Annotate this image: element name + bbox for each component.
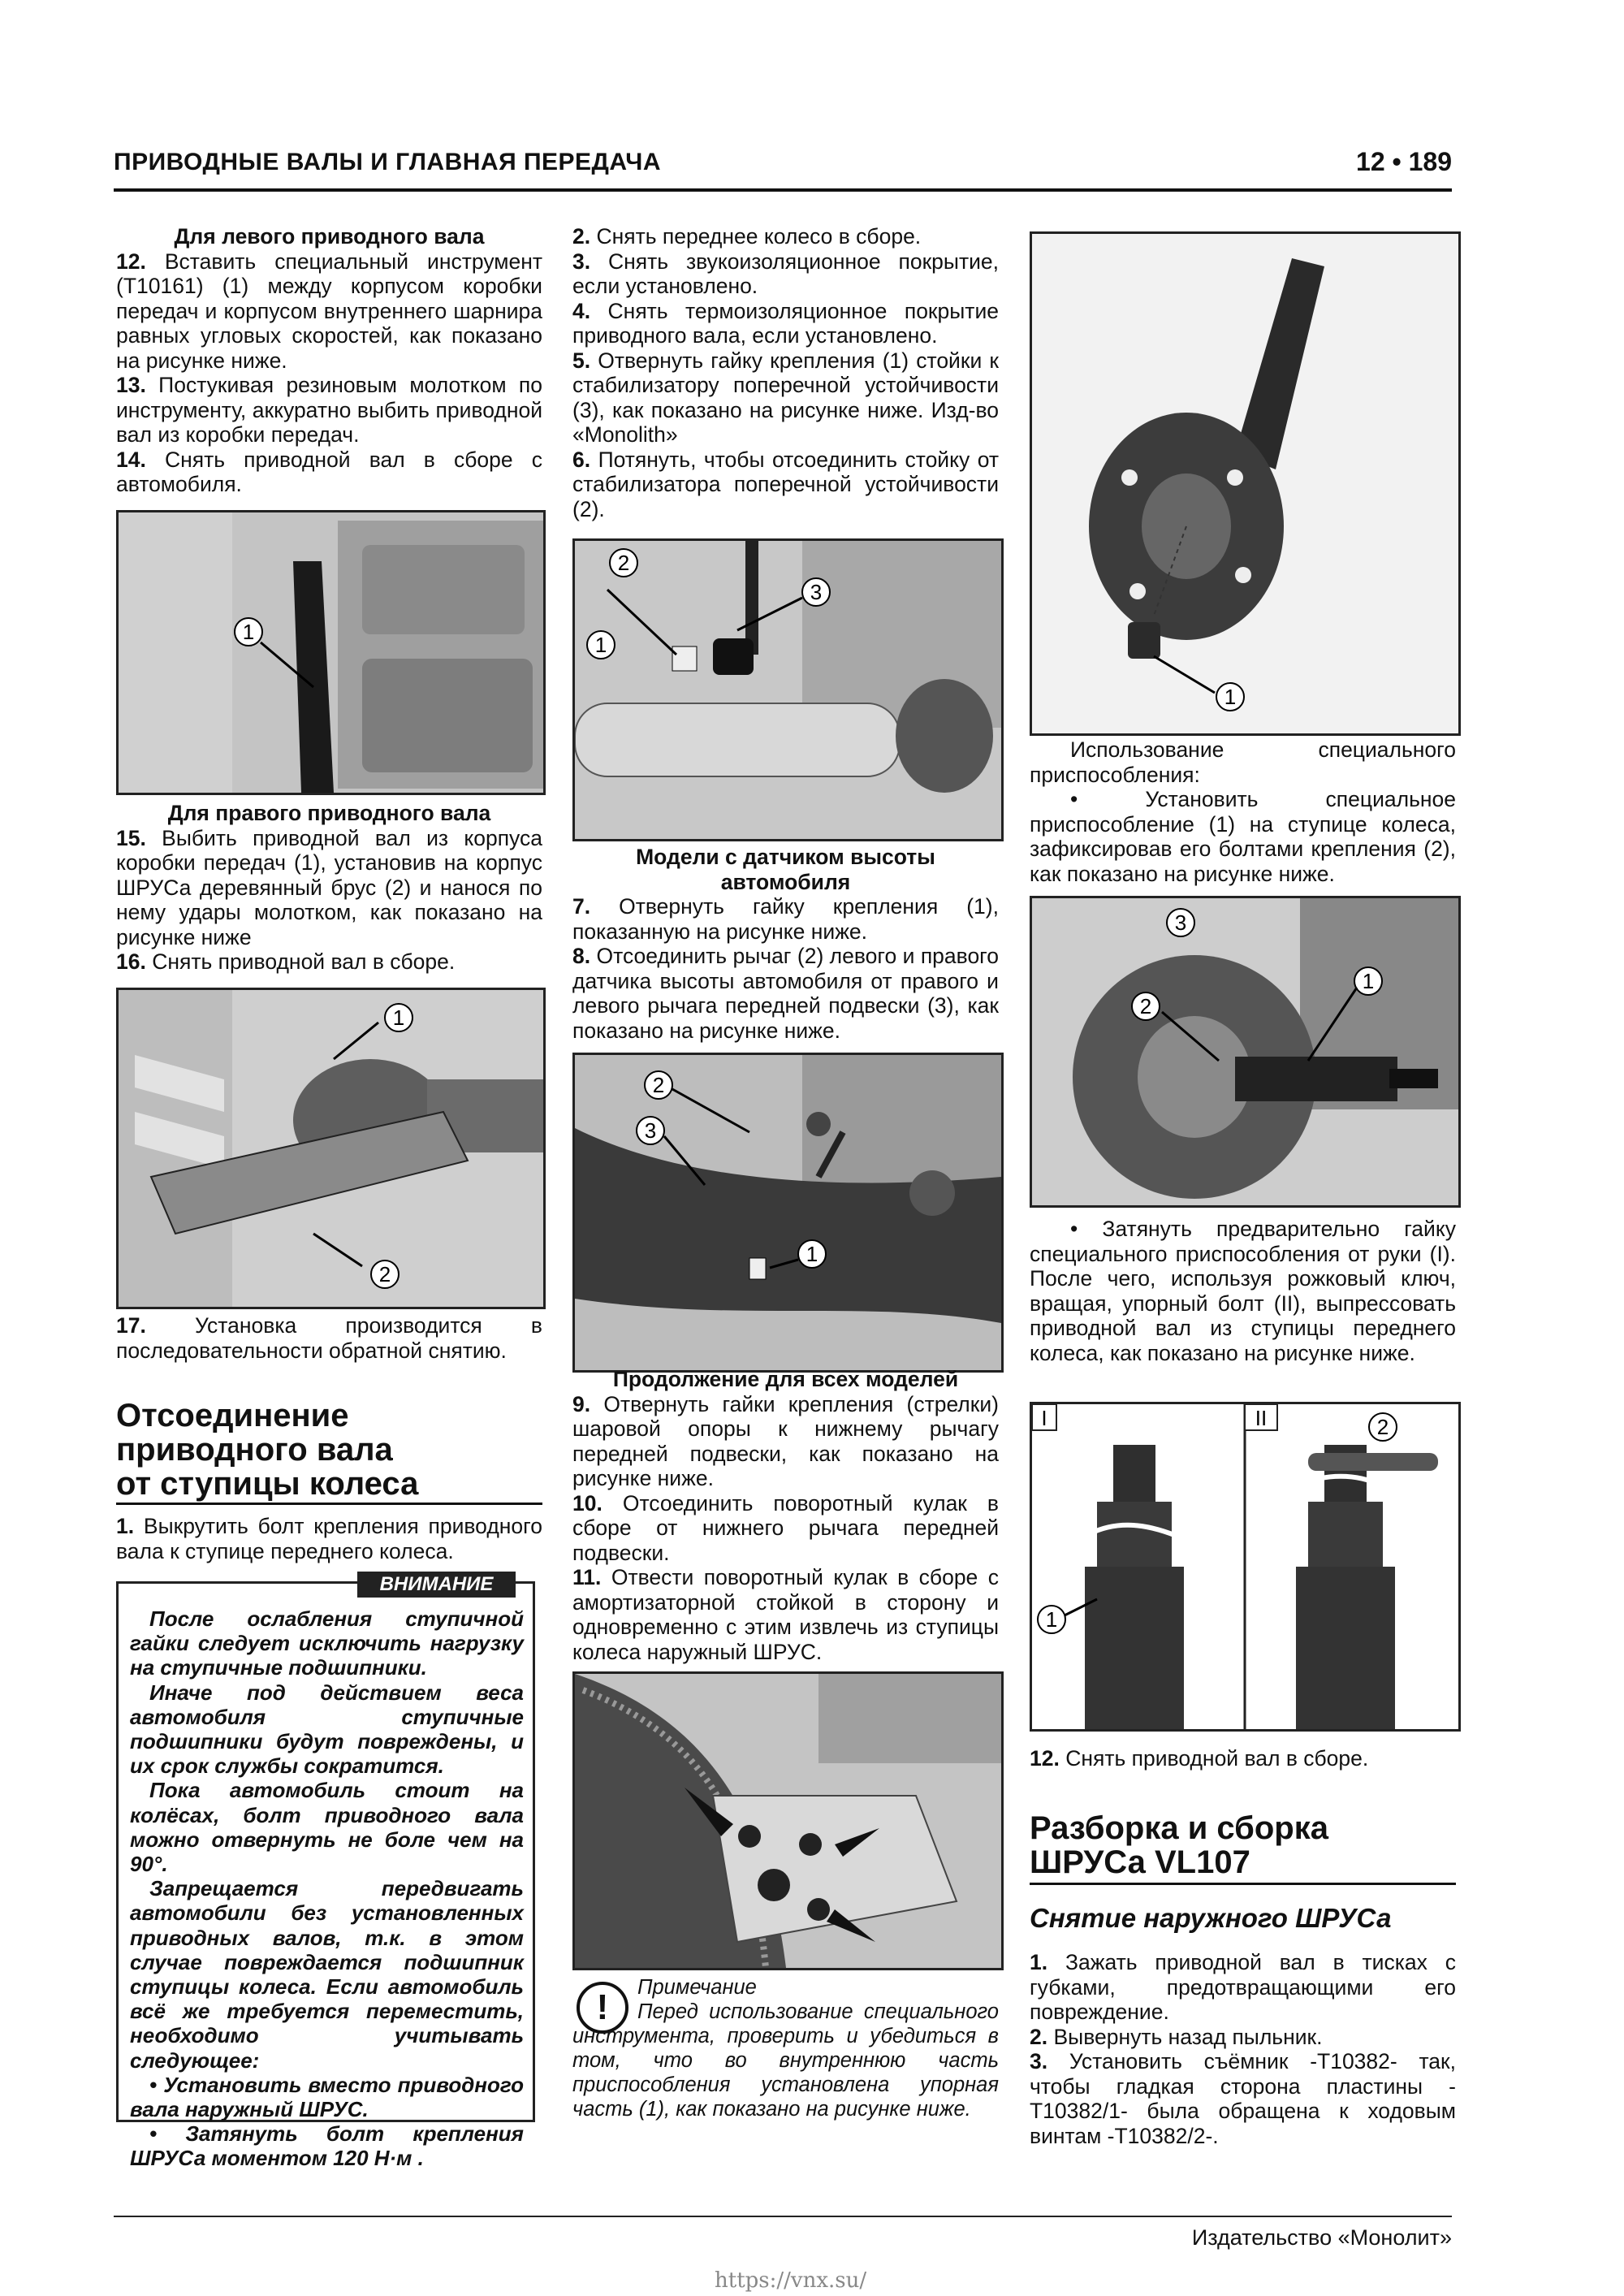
step-9: 9. Отвернуть гайки крепления (стрелки) шаровой опоры к нижнему рычагу передней подвески, как показано на рисунке ниже. xyxy=(572,1391,999,1490)
step-1-joint: 1. Зажать приводной вал в тисках с губками, предотвращающими его повреждение. xyxy=(1030,1950,1456,2024)
step-12-hub: 12. Снять приводной вал в сборе. xyxy=(1030,1746,1369,1771)
note-exclamation-icon: ! xyxy=(577,1982,628,2034)
section-title-hub: Отсоединение приводного вала от ступицы колеса xyxy=(116,1398,419,1502)
figure-tool-steps xyxy=(1030,1402,1461,1732)
figure-stabilizer-link xyxy=(572,538,1004,841)
step-4: 4. Снять термоизоляционное покрытие приводного вала, если установлено. xyxy=(572,298,999,348)
step-1-hub: 1. Выкрутить болт крепления приводного вала к ступице переднего колеса. xyxy=(116,1514,542,1563)
tool-usage-intro: Использование специального приспособления: xyxy=(1030,737,1456,787)
col1-step17 xyxy=(116,1313,542,1363)
step-8: 8. Отсоединить рычаг (2) левого и правого датчика высоты автомобиля от правого и левого рычага передней подвески (3), как показано на рисунке ниже. xyxy=(572,944,999,1043)
subheading-all-models: Продолжение для всех моделей xyxy=(612,1367,959,1391)
col1-step1 xyxy=(116,1514,542,1563)
col1-intro xyxy=(116,224,542,497)
callout-1: 1 xyxy=(242,620,255,644)
figure-tool-mounted xyxy=(1030,896,1461,1208)
callout-2: 2 xyxy=(1139,994,1152,1018)
col2-intro xyxy=(572,224,999,521)
footer-publisher: Издательство «Монолит» xyxy=(1191,2225,1452,2250)
callout-2: 2 xyxy=(378,1262,391,1286)
callout-3: 3 xyxy=(1174,910,1187,935)
step-11: 11. Отвести поворотный кулак в сборе с амортизаторной стойкой в сторону и одновременно с этим извлечь из ступицы колеса наружный ШРУС. xyxy=(572,1565,999,1664)
step-2-joint: 2. Вывернуть назад пыльник. xyxy=(1030,2024,1323,2049)
figure-height-sensor xyxy=(572,1053,1004,1373)
figure-wooden-block xyxy=(116,988,546,1309)
callout-3: 3 xyxy=(644,1118,657,1143)
step-5: 5. Отвернуть гайку крепления (1) стойки к стабилизатору поперечной устойчивости (3), как показано на рисунке ниже. Изд-во «Monolith» xyxy=(572,348,999,447)
col2-height-sensor xyxy=(572,845,999,1043)
step-16: 16. Снять приводной вал в сборе. xyxy=(116,949,456,974)
callout-2: 2 xyxy=(652,1073,665,1097)
step-10: 10. Отсоединить поворотный кулак в сборе от нижнего рычага передней подвески. xyxy=(572,1490,999,1565)
callout-1: 1 xyxy=(392,1005,405,1030)
bullet-install-tool: • Установить специальное приспособление (1) на ступице колеса, зафиксировав его болтами крепления (2), как показано на рисунке ниже. xyxy=(1030,787,1456,886)
step-15: 15. Выбить приводной вал из корпуса коробки передач (1), установив на корпус ШРУСа деревянный брус (2) и нанося по нему удары молотком, как показано на рисунке ниже xyxy=(116,825,542,949)
col1-right-shaft xyxy=(116,801,542,975)
subsection-title: Снятие наружного ШРУСа xyxy=(1030,1903,1392,1933)
callout-2: 2 xyxy=(617,551,630,575)
callout-1: 1 xyxy=(1362,969,1375,993)
watermark-link[interactable]: https://vnx.su/ xyxy=(715,2268,867,2293)
subheading-right-shaft: Для правого приводного вала xyxy=(167,801,491,825)
step-2: 2. Снять переднее колесо в сборе. xyxy=(572,224,922,249)
step-13: 13. Постукивая резиновым молотком по инструменту, аккуратно выбить приводной вал из коробки передач. xyxy=(116,373,542,447)
running-header-title: ПРИВОДНЫЕ ВАЛЫ И ГЛАВНАЯ ПЕРЕДАЧА xyxy=(114,149,662,175)
subheading-height-sensor: Модели с датчиком высоты автомобиля xyxy=(636,845,935,894)
header-rule xyxy=(114,188,1452,192)
subheading-left-shaft: Для левого приводного вала xyxy=(174,224,485,249)
callout-1: 1 xyxy=(1224,685,1237,709)
footer-rule xyxy=(114,2216,1452,2217)
step-3-joint: 3. Установить съёмник -T10382- так, чтобы гладкая сторона пластины -T10382/1- была обращена к ходовым винтам -T10382/2-. xyxy=(1030,2049,1456,2148)
step-12-left: 12. Вставить специальный инструмент (T10161) (1) между корпусом коробки передач и корпусом внутреннего шарнира равных угловых скоростей, как показано на рисунке ниже. xyxy=(116,249,542,373)
step-6: 6. Потянуть, чтобы отсоединить стойку от стабилизатора поперечной устойчивости (2). xyxy=(572,447,999,521)
col2-all-models xyxy=(572,1367,999,1664)
section-rule xyxy=(116,1503,542,1505)
callout-3: 3 xyxy=(810,580,823,604)
col3-step12 xyxy=(1030,1746,1456,1771)
warning-label: ВНИМАНИЕ xyxy=(357,1572,516,1598)
step-17: 17. Установка производится в последовательности обратной снятию. xyxy=(116,1313,542,1363)
page-number: 12 • 189 xyxy=(1356,147,1452,176)
panel-label-ii: II xyxy=(1255,1406,1268,1430)
section-rule-2 xyxy=(1030,1883,1456,1885)
section-title-cv-joint: Разборка и сборка ШРУСа VL107 xyxy=(1030,1810,1328,1880)
panel-label-i: I xyxy=(1041,1406,1047,1430)
callout-1: 1 xyxy=(594,633,607,657)
warning-text: После ослабления ступичной гайки следует исключить нагрузку на ступичные подшипники. Иначе под действием веса автомобиля ступичные подшипники будут повреждены, и их срок службы сократится. Пока автомобиль стоит на колёсах, болт приводного вала можно отвернуть не боле чем на 90°. Запрещается передвигать автомобили без установленных приводных валов, т.к. в этом случае повреждается подшипник ступицы колеса. Если автомобиль всё же требуется переместить, необходимо учитывать следующее: • Установить вместо приводного вала наружный ШРУС. • Затянуть болт крепления ШРУСа моментом 120 Н·м . xyxy=(130,1606,524,2171)
figure-tool-hub xyxy=(1030,231,1461,736)
step-7: 7. Отвернуть гайку крепления (1), показанную на рисунке ниже. xyxy=(572,894,999,944)
figure-ball-joint xyxy=(572,1671,1004,1970)
step-3: 3. Снять звукоизоляционное покрытие, если установлено. xyxy=(572,249,999,298)
callout-1: 1 xyxy=(1045,1607,1058,1632)
callout-2: 2 xyxy=(1376,1415,1389,1439)
step-14: 14. Снять приводной вал в сборе с автомобиля. xyxy=(116,447,543,496)
callout-1: 1 xyxy=(806,1242,818,1266)
col3-steps xyxy=(1030,1950,1456,2148)
figure-tool-gearbox xyxy=(116,510,546,795)
note: Примечание Перед использование специального инструмента, проверить и убедиться в том, что во внутреннюю часть приспособления установлена упорная часть (1), как показано на рисунке ниже. xyxy=(572,1976,999,2121)
col3-tighten xyxy=(1030,1217,1456,1365)
col3-tool-usage xyxy=(1030,737,1456,886)
bullet-tighten: • Затянуть предварительно гайку специального приспособления от руки (I). После чего, используя рожковый ключ, вращая, упорный болт (II), выпрессовать приводной вал из ступицы переднего колеса, как показано на рисунке ниже. xyxy=(1030,1217,1456,1365)
